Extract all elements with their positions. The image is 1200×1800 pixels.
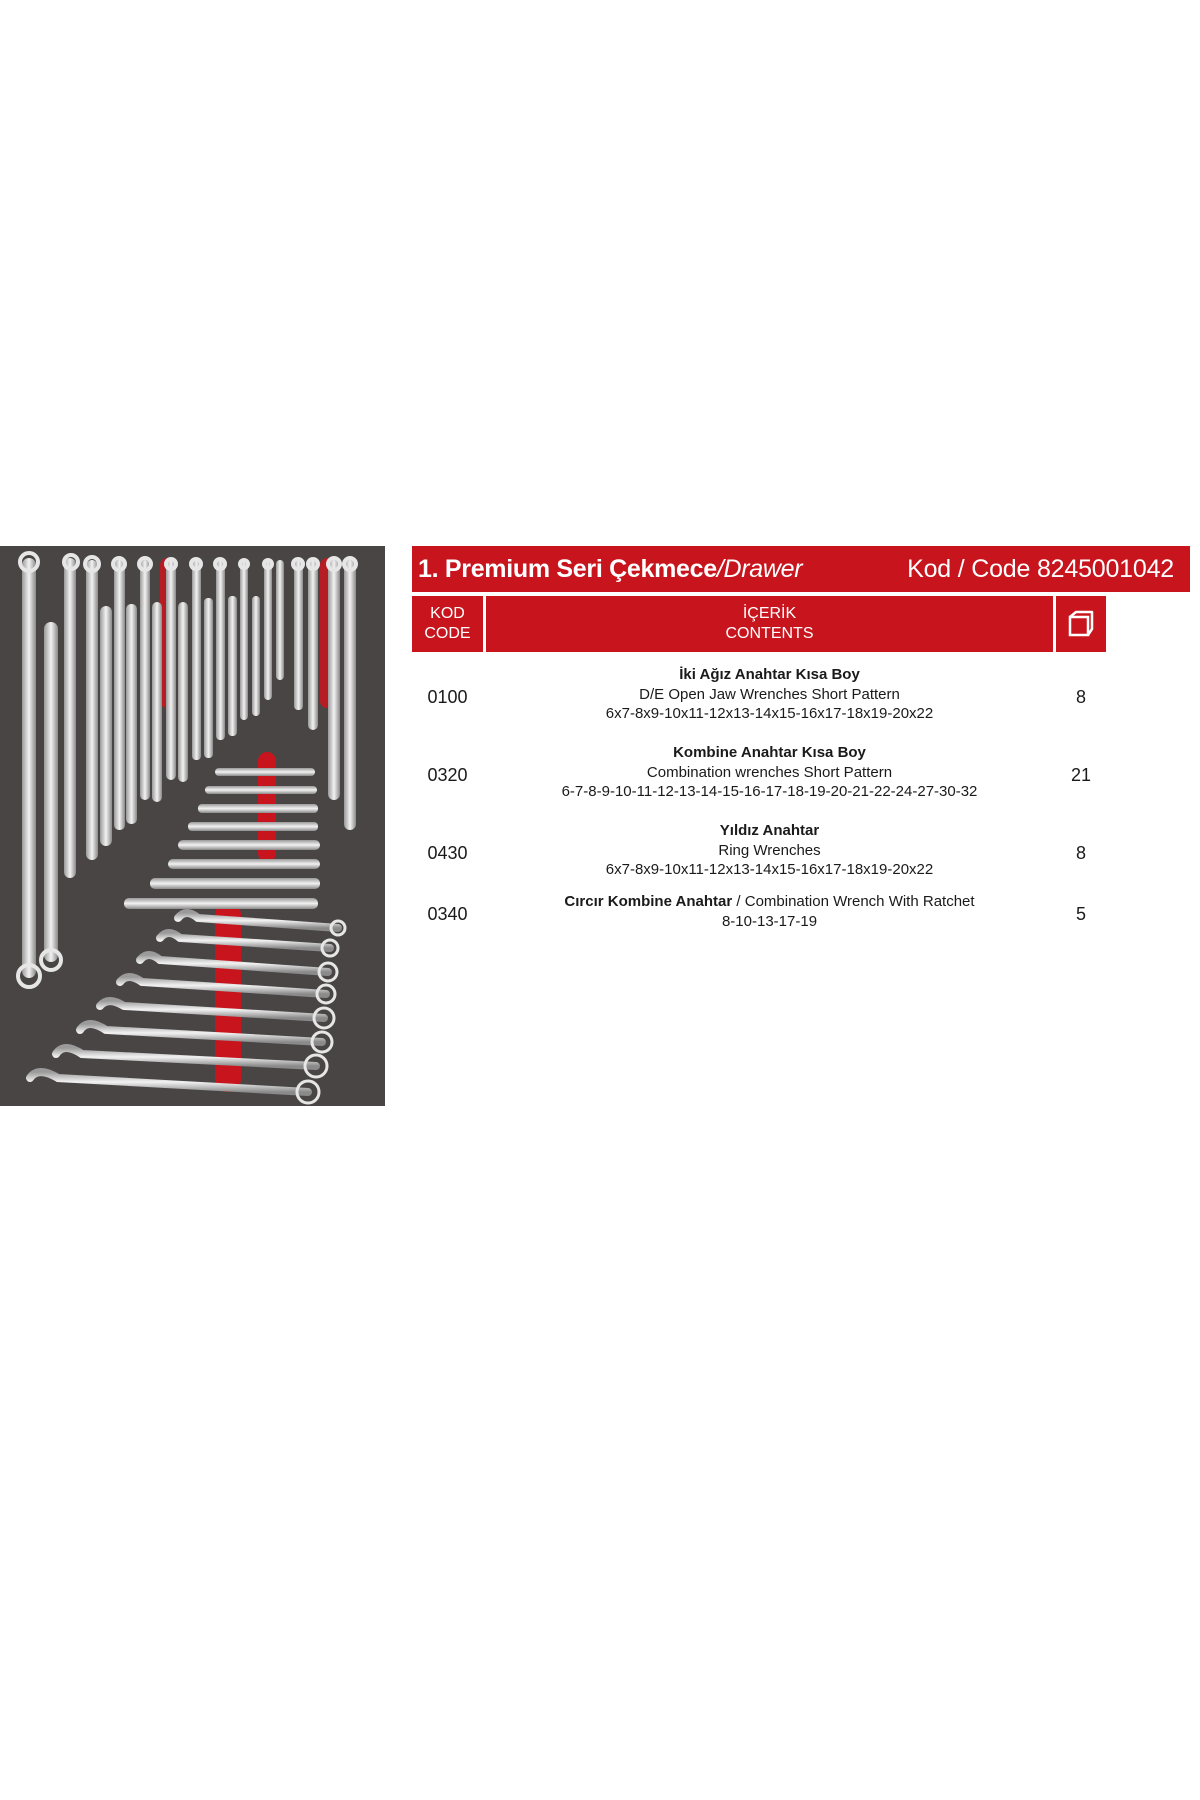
section-title-sub: /Drawer (716, 554, 803, 583)
wrench-set-illustration (0, 546, 385, 1106)
row-sizes: 6x7-8x9-10x11-12x13-14x15-16x17-18x19-20x22 (605, 861, 934, 878)
row-name-en: D/E Open Jaw Wrenches Short Pattern (639, 685, 900, 703)
row-name-tr: Kombine Anahtar Kısa Boy (673, 744, 866, 761)
row-quantity: 8 (1075, 687, 1086, 707)
row-name-tr: Cırcır Kombine Anahtar (564, 893, 733, 910)
row-code: 0430 (427, 843, 468, 863)
column-header-code-en: CODE (424, 625, 471, 642)
row-name-en: / Combination Wrench With Ratchet (732, 893, 975, 910)
row-sizes: 8-10-13-17-19 (721, 912, 818, 930)
row-quantity: 8 (1075, 843, 1086, 863)
product-code: Kod / Code 8245001042 (907, 554, 1174, 583)
row-description (486, 821, 1053, 880)
section-title-main: 1. Premium Seri Çekmece (418, 554, 717, 583)
row-sizes: 6-7-8-9-10-11-12-13-14-15-16-17-18-19-20-21-22-24-27-30-32 (561, 783, 978, 800)
column-header-quantity (1056, 596, 1106, 652)
row-quantity: 5 (1075, 904, 1086, 924)
box-icon (1067, 610, 1095, 638)
row-sizes: 6x7-8x9-10x11-12x13-14x15-16x17-18x19-20x22 (605, 705, 934, 722)
tool-drawer-photo (0, 546, 385, 1106)
row-name-tr: İki Ağız Anahtar Kısa Boy (679, 666, 860, 683)
section-title (418, 555, 802, 584)
row-name-line (486, 892, 1053, 912)
row-quantity: 21 (1070, 765, 1092, 785)
row-description (486, 743, 1053, 802)
column-header-code-tr: KOD (430, 605, 465, 622)
column-header-contents (486, 596, 1053, 652)
row-code: 0320 (427, 765, 468, 785)
column-header-contents-en: CONTENTS (725, 625, 814, 642)
column-header-contents-tr: İÇERİK (742, 605, 797, 622)
row-name-en: Ring Wrenches (718, 841, 821, 859)
row-name-en: Combination wrenches Short Pattern (646, 763, 893, 781)
row-code: 0340 (427, 904, 468, 924)
column-header-code (412, 596, 483, 652)
row-description (486, 665, 1053, 724)
row-name-tr: Yıldız Anahtar (719, 822, 820, 839)
row-code: 0100 (427, 687, 468, 707)
section-header (412, 546, 1190, 592)
row-description (486, 892, 1053, 931)
